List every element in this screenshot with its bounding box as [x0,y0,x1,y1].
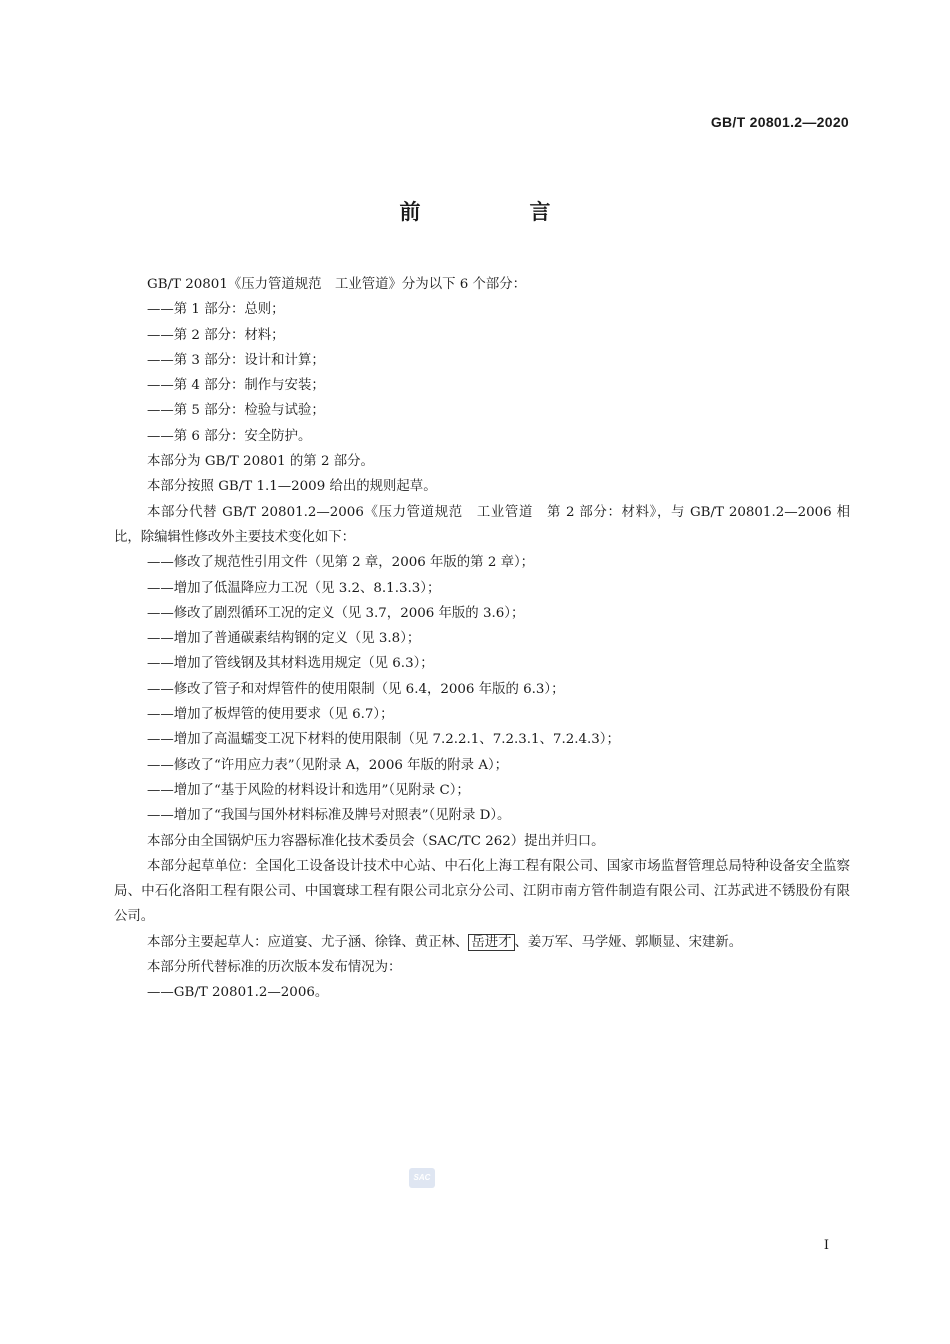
list-item: ——增加了高温蠕变工况下材料的使用限制（见 7.2.2.1、7.2.3.1、7.2.4.3）； [147,732,620,748]
standard-code: GB/T 20801.2—2020 [710,114,849,130]
drafting-units-paragraph: 本部分起草单位：全国化工设备设计技术中心站、中石化上海工程有限公司、国家市场监督管理总局特种设备安全监察局、中石化洛阳工程有限公司、中国寰球工程有限公司北京分公司、江阴市南方管件制造有限公司、江苏武进不锈股份有限公司。 [114,858,850,925]
replaces-paragraph: 本部分代替 GB/T 20801.2—2006《压力管道规范 工业管道 第 2 部分：材料》，与 GB/T 20801.2—2006 相比，除编辑性修改外主要技术变化如下： [114,504,850,545]
proposed-by: 本部分由全国锅炉压力容器标准化技术委员会（SAC/TC 262）提出并归口。 [147,833,605,849]
list-item: ——修改了管子和对焊管件的使用限制（见 6.4，2006 年版的 6.3）； [147,681,565,697]
list-item: ——修改了剧烈循环工况的定义（见 3.7，2006 年版的 3.6）； [147,605,525,621]
list-item: ——修改了规范性引用文件（见第 2 章，2006 年版的第 2 章）； [147,555,535,571]
statement-part: 本部分为 GB/T 20801 的第 2 部分。 [147,454,374,470]
list-item: ——增加了低温降应力工况（见 3.2、8.1.3.3）； [147,580,441,596]
list-item: ——第 5 部分：检验与试验； [147,403,325,419]
list-item: ——增加了板焊管的使用要求（见 6.7）； [147,707,394,723]
list-item: ——第 1 部分：总则； [147,302,285,318]
list-item: ——增加了普通碳素结构钢的定义（见 3.8）； [147,631,421,647]
document-body [114,272,850,1006]
list-item: ——增加了“基于风险的材料设计和选用”（见附录 C）； [147,782,470,798]
list-item: ——第 6 部分：安全防护。 [147,428,312,444]
sac-watermark-logo: SAC [409,1168,435,1188]
list-item: ——GB/T 20801.2—2006。 [147,985,329,1001]
drafters-before: 本部分主要起草人：应道宴、尤子涵、徐锋、黄正林、 [147,934,469,950]
list-item: ——第 4 部分：制作与安装； [147,378,325,394]
parts-intro: GB/T 20801《压力管道规范 工业管道》分为以下 6 个部分： [147,277,527,292]
statement-rules: 本部分按照 GB/T 1.1—2009 给出的规则起草。 [147,479,437,495]
drafter-boxed-name: 岳进才 [468,934,514,951]
list-item: ——第 2 部分：材料； [147,327,285,343]
list-item: ——第 3 部分：设计和计算； [147,352,325,368]
list-item: ——增加了管线钢及其材料选用规定（见 6.3）； [147,656,434,672]
page-number: I [823,1238,829,1253]
list-item: ——修改了“许用应力表”（见附录 A，2006 年版的附录 A）； [147,757,509,773]
history-intro: 本部分所代替标准的历次版本发布情况为： [147,960,402,976]
list-item: ——增加了“我国与国外材料标准及牌号对照表”（见附录 D）。 [147,808,511,824]
drafters-after: 、姜万军、马学娅、郭顺显、宋建新。 [514,934,743,950]
page-title: 前 言 [399,200,595,224]
drafters-line [114,930,850,955]
